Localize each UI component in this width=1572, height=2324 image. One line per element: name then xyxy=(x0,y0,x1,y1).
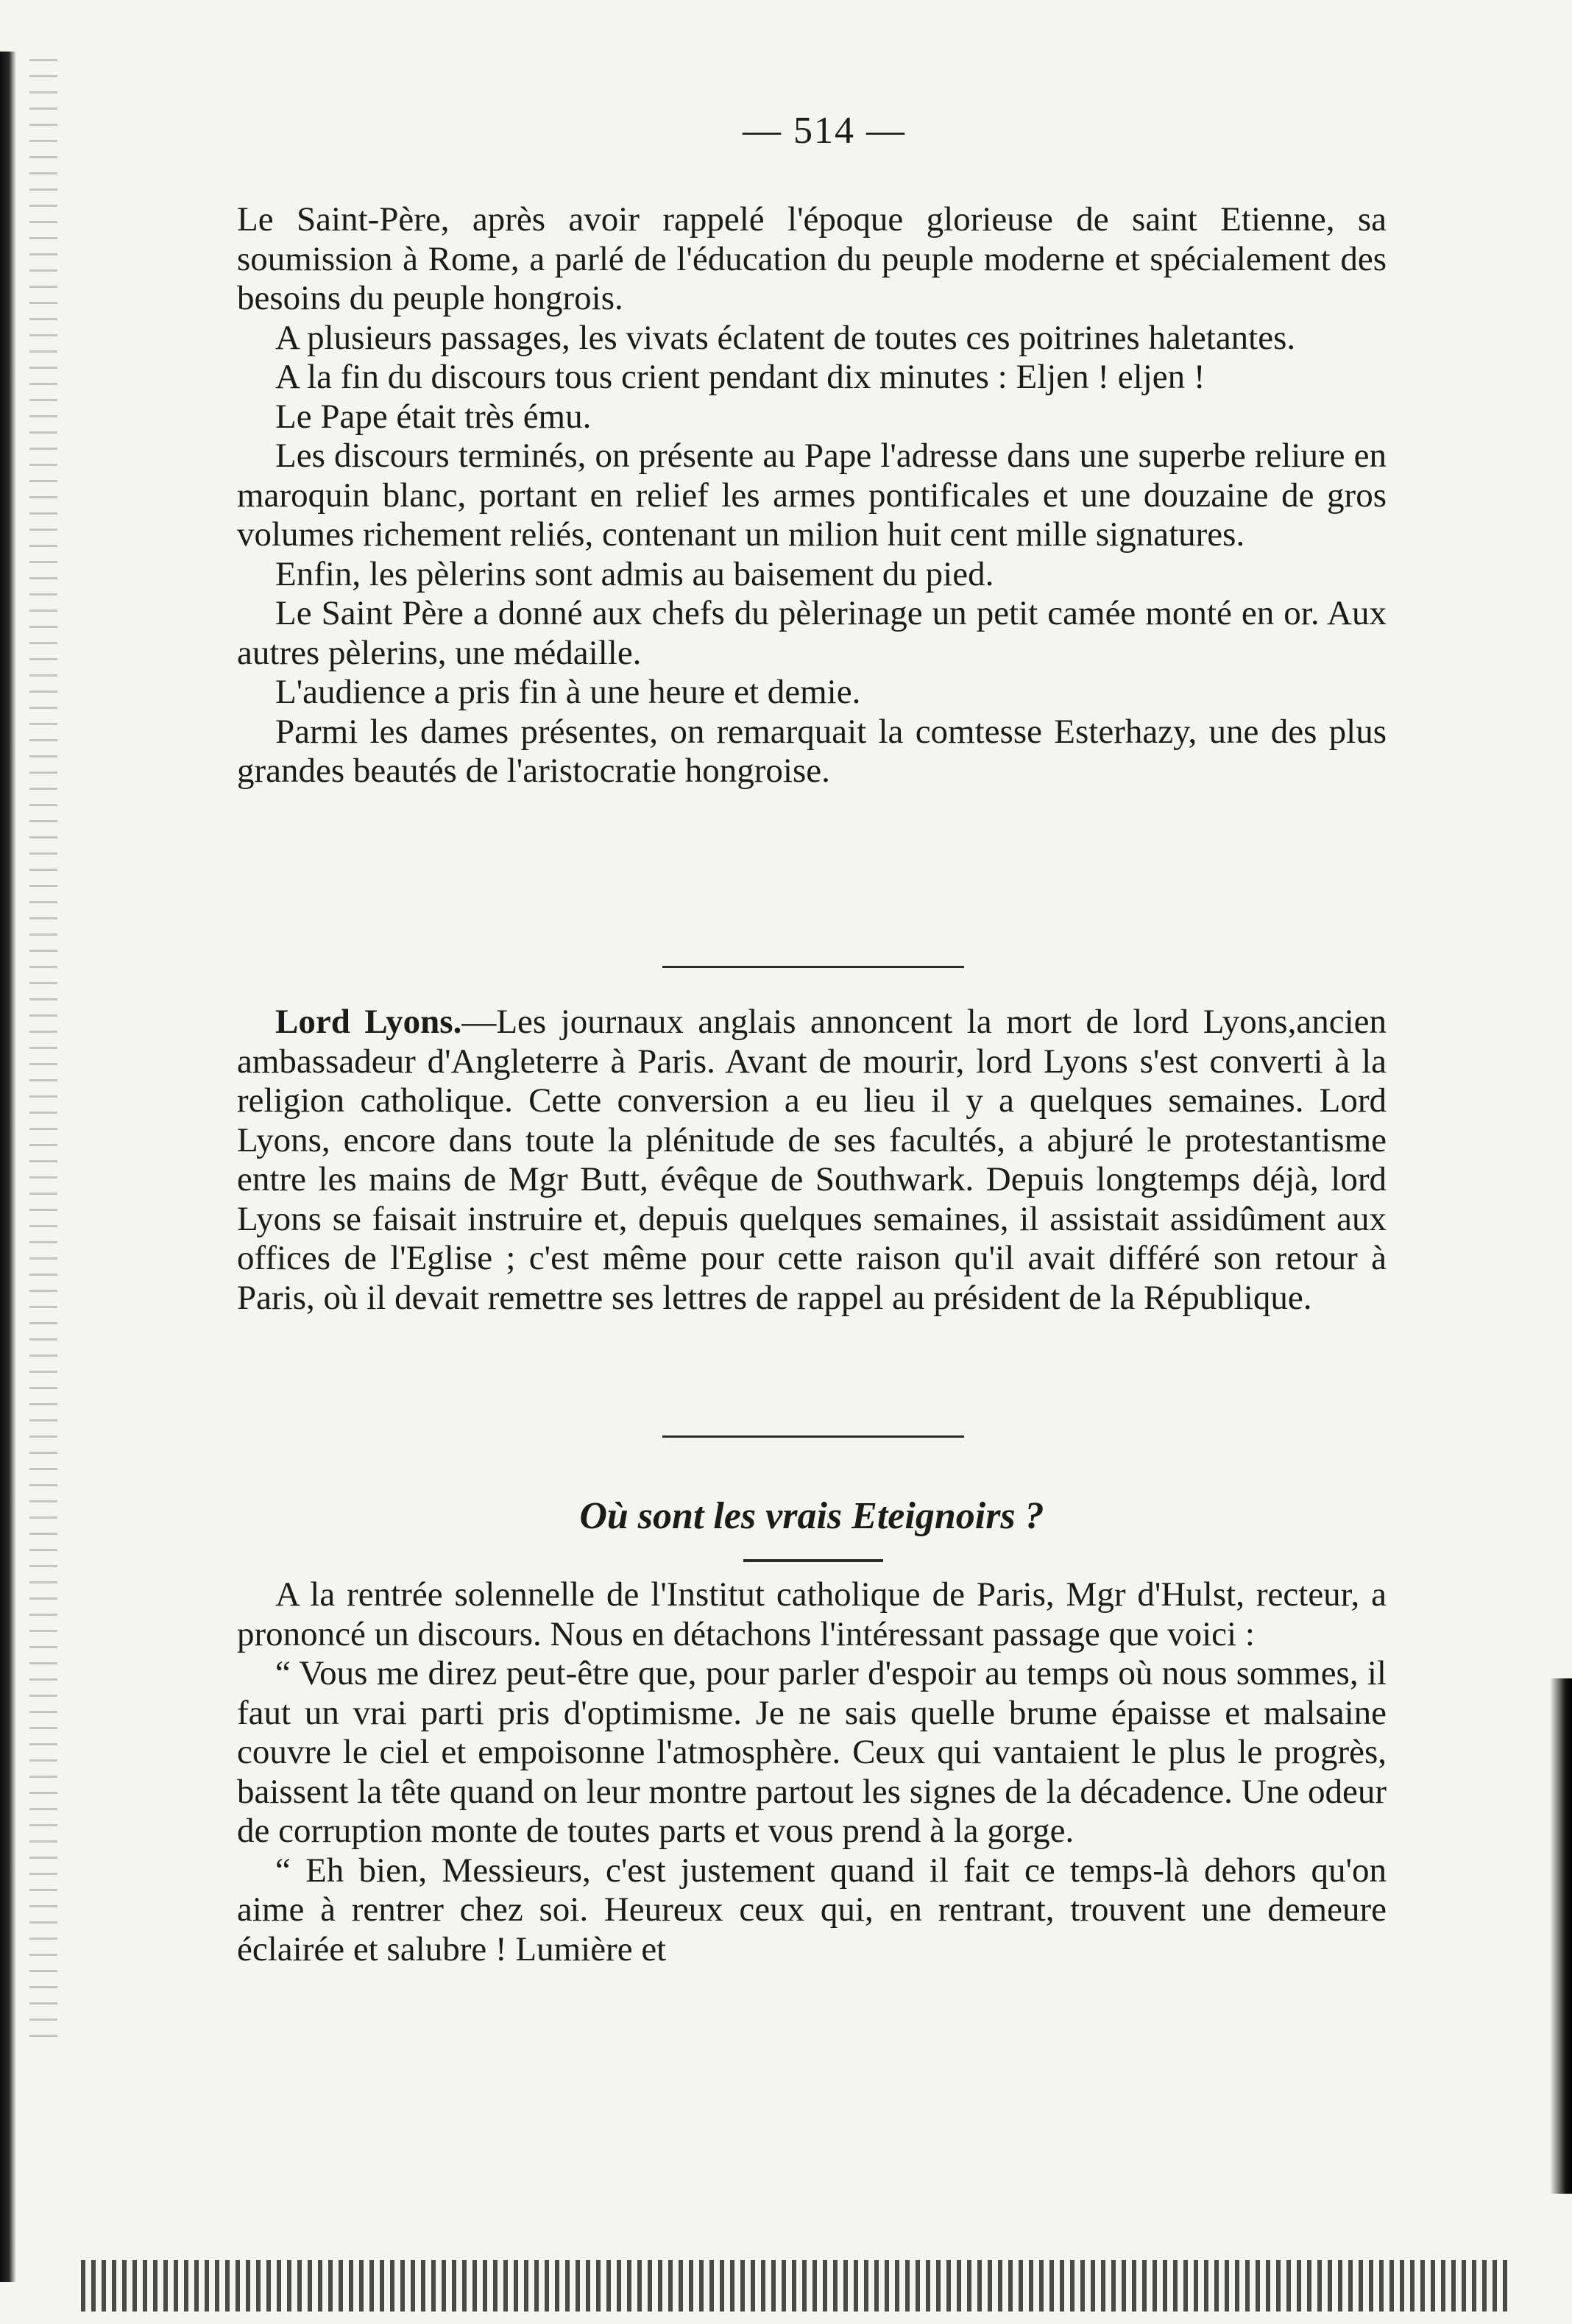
paragraph xyxy=(237,1003,1387,1318)
lead-heading: Lord Lyons. xyxy=(275,1003,462,1041)
page-edge-shadow xyxy=(1550,1678,1572,2194)
paragraph: L'audience a pris fin à une heure et demie. xyxy=(275,673,861,711)
paragraph: Le Saint Père a donné aux chefs du pèlerinage un petit camée monté en or. Aux autres pèlerins, une médaille. xyxy=(237,594,1387,672)
paragraph: Parmi les dames présentes, on remarquait la comtesse Esterhazy, une des plus grandes beautés de l'aristocratie hongroise. xyxy=(237,712,1387,790)
paragraph: Le Saint-Père, après avoir rappelé l'époque glorieuse de saint Etienne, sa soumission à Rome, a parlé de l'éducation du peuple moderne et spécialement des besoins du peuple hongrois. xyxy=(237,200,1387,317)
article-title: Où sont les vrais Eteignoirs ? xyxy=(579,1495,1044,1537)
paragraph: A la rentrée solennelle de l'Institut catholique de Paris, Mgr d'Hulst, recteur, a prononcé un discours. Nous en détachons l'intéressant passage que voici : xyxy=(237,1575,1387,1653)
page-number: — 514 — xyxy=(743,110,906,152)
title-underline xyxy=(743,1559,883,1562)
paragraph: A plusieurs passages, les vivats éclatent de toutes ces poitrines haletantes. xyxy=(275,318,1296,357)
paragraph: A la fin du discours tous crient pendant dix minutes : Eljen ! eljen ! xyxy=(275,358,1205,396)
section-eteignoirs xyxy=(237,1575,1387,1969)
paragraph: Enfin, les pèlerins sont admis au baisement du pied. xyxy=(275,554,994,593)
paragraph: Les discours terminés, on présente au Pape l'adresse dans une superbe reliure en maroquin blanc, portant en relief les armes pontificales et une douzaine de gros volumes richement reliés, contenant un milion huit cent mille signatures. xyxy=(237,437,1387,554)
paragraph-body: —Les journaux anglais annoncent la mort de lord Lyons,ancien ambassadeur d'Angleterre à Paris. Avant de mourir, lord Lyons s'est converti à la religion catholique. Cette conversion a eu lieu il y a quelques semaines. Lord Lyons, encore dans toute la plénitude de ses facultés, a abjuré le protestantisme entre les mains de Mgr Butt, évêque de Southwark. Depuis longtemps déjà, lord Lyons se faisait instruire et, depuis quelques semaines, il assistait assidûment aux offices de l'Eglise ; c'est même pour cette raison qu'il avait différé son retour à Paris, où il devait remettre ses lettres de rappel au président de la République. xyxy=(237,1003,1387,1317)
paragraph: “ Eh bien, Messieurs, c'est justement quand il fait ce temps-là dehors qu'on aime à rentrer chez soi. Heureux ceux qui, en rentrant, trouvent une demeure éclairée et salubre ! Lumière et xyxy=(237,1851,1387,1968)
section-divider xyxy=(662,1435,964,1438)
binding-edge xyxy=(0,52,16,2282)
scan-noise-bottom xyxy=(81,2260,1509,2311)
section-divider xyxy=(662,966,964,968)
section-lord-lyons xyxy=(237,1003,1387,1318)
paragraph: Le Pape était très ému. xyxy=(275,397,592,436)
scan-noise-left xyxy=(29,59,57,2046)
section-pilgrimage xyxy=(237,200,1387,791)
paragraph: “ Vous me direz peut-être que, pour parler d'espoir au temps où nous sommes, il faut un vrai parti pris d'optimisme. Je ne sais quelle brume épaisse et malsaine couvre le ciel et empoisonne l'atmosphère. Ceux qui vantaient le plus le progrès, baissent la tête quand on leur montre partout les signes de la décadence. Une odeur de corruption monte de toutes parts et vous prend à la gorge. xyxy=(237,1654,1387,1850)
